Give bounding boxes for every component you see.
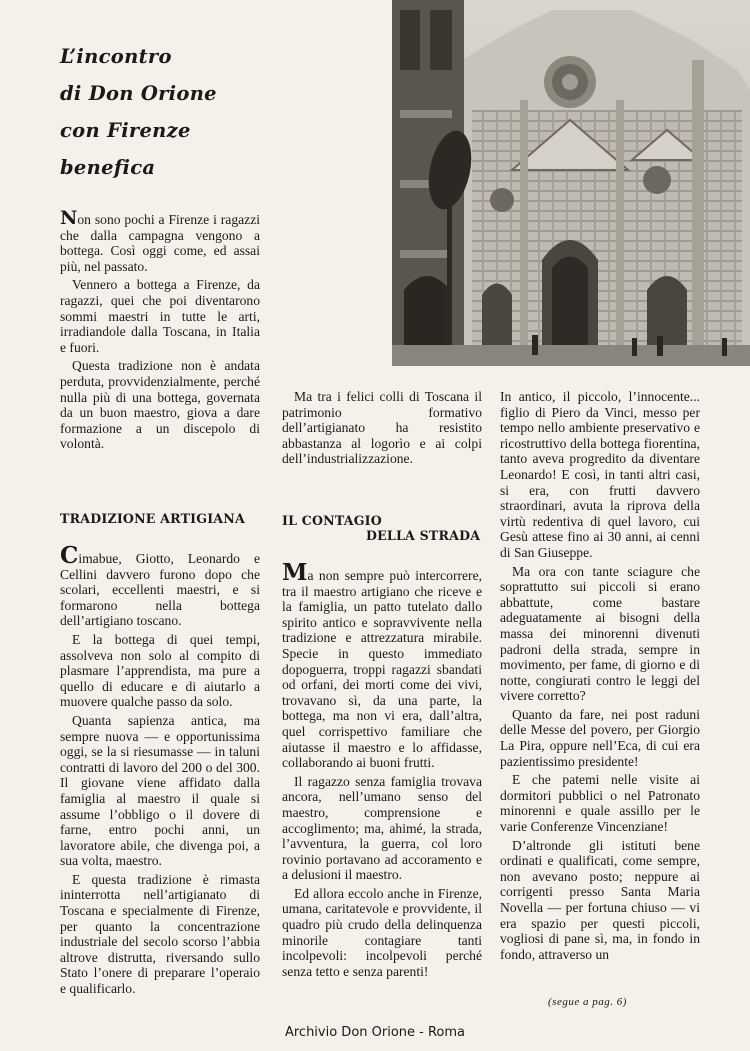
paragraph: Ma tra i felici colli di Toscana il patrimonio formativo dell’artigianato ha resistito abbastanza al logorìo e ai colpi dell’industrializzazione. xyxy=(282,389,482,467)
drop-cap: N xyxy=(60,207,78,229)
continued-note: (segue a pag. 6) xyxy=(548,996,627,1008)
paragraph: Vennero a bottega a Firenze, da ragazzi, quei che poi diventarono sommi maestri in tutte le arti, irradiandole dalla Toscana, in Italia e fuori. xyxy=(60,277,260,355)
florence-cathedral-photo xyxy=(392,0,750,366)
title-line: L’incontro xyxy=(60,45,172,68)
paragraph: Quanto da fare, nei post raduni delle Messe del povero, per Giorgio La Pira, oppure nell’Eca, di cui era pazientissimo presidente! xyxy=(500,706,700,769)
intro-paragraph: Non sono pochi a Firenze i ragazzi che dalla campagna vengono a bottega. Così oggi come, ed assai più, nel passato. xyxy=(60,207,260,274)
title-line: con Firenze xyxy=(60,119,191,142)
paragraph: Ed allora eccolo anche in Firenze, umana, caritatevole e provvidente, il quadro più crudo della delinquenza minorile contagiare tanti incolpevoli: incolpevoli perché senza tetto e senza parenti! xyxy=(282,885,482,979)
drop-cap: M xyxy=(282,559,308,586)
paragraph: In antico, il piccolo, l’innocente... figlio di Piero da Vinci, messo per tempo nello ambiente preservativo e ricostruttivo della bottega fiorentina, tanto aveva progredito da diventare Leonardo! E così, in tanti altri casi, si era, con frutti davvero straordinari, avuta la riprova della virtù redentiva di quel lavoro, cui Gesù attese fino ai 30 anni, ai cenni di San Giuseppe. xyxy=(500,389,700,560)
section-heading: DELLA STRADA xyxy=(366,528,481,543)
paragraph: Cimabue, Giotto, Leonardo e Cellini davvero furono dopo che scolari, eccellenti maestri, e si formarono nella bottega dell’artigiano toscano. xyxy=(60,542,260,629)
title-line: benefica xyxy=(60,156,156,179)
paragraph: E questa tradizione è rimasta ininterrotta nell’artigianato di Toscana e specialmente di Firenze, per quanto la concentrazione industriale del secolo scorso l’abbia altrove distrutta, riversando sullo Stato l’onere di preparare l’operaio e qualificarlo. xyxy=(60,871,260,997)
paragraph: E che patemi nelle visite ai dormitori pubblici o nel Patronato minorenni e quale assillo per le varie Conferenze Vincenziane! xyxy=(500,772,700,835)
paragraph: Ma ora con tante sciagure che soprattutto sui piccoli si erano abbattute, come bastare adeguatamente ai bisogni della massa dei minorenni divenuti padroni della strada, sempre in movimento, per fame, di giorno e di notte, congiurati contro le leggi del vivere corretto? xyxy=(500,563,700,704)
column-2-intro xyxy=(282,389,482,470)
article-title xyxy=(60,38,290,186)
section-heading: IL CONTAGIO xyxy=(282,513,382,528)
drop-cap: C xyxy=(60,542,79,569)
column-2-section xyxy=(282,559,482,982)
paragraph: Il ragazzo senza famiglia trovava ancora, nell’umano senso del maestro, comprensione e accoglimento; ma, ahimé, la strada, l’avventura, la guerra, col loro rovinio portavano ad accoramento e a delusioni il maestro. xyxy=(282,773,482,883)
paragraph: Ma non sempre può intercorrere, tra il maestro artigiano che riceve e la famiglia, un patto tutelato dallo spirito antico e sopravvivente nella tradizione e attrezzatura mirabile. Specie in questo immediato dopoguerra, troppi ragazzi sbandati od orfani, dei morti come dei vivi, trovavano sì, da una parte, la bottega, ma non vi era, dall’altra, quel corrispettivo familiare che aiutasse il maestro e lo affidasse, collaborando ai buoni frutti. xyxy=(282,559,482,771)
section-heading: TRADIZIONE ARTIGIANA xyxy=(60,511,245,526)
paragraph: D’altronde gli istituti bene ordinati e qualificati, come sempre, non avevano posto; neppure ai corrigenti presso Santa Maria Novella — per fortuna chiuso — vi era spazio per questi piccoli, vogliosi di pane sì, ma, in fondo in fondo, attraverso un xyxy=(500,837,700,962)
paragraph: E la bottega di quei tempi, assolveva non solo al compito di plasmare l’apprendista, ma pure a quello di educare e di aiutarlo a muovere qualche passo da solo. xyxy=(60,631,260,710)
column-1-section xyxy=(60,542,260,1000)
column-1-intro xyxy=(60,207,260,455)
paragraph: Quanta sapienza antica, ma sempre nuova — e opportunissima oggi, se la si riesumasse — in taluni contratti di lavoro del 200 o del 300. Il giovane viene affidato dalla famiglia al maestro il quale si assume l’obbligo o il dovere di farne, entro pochi anni, un lavoratore abile, che divenga poi, a sua volta, maestro. xyxy=(60,712,260,869)
column-3 xyxy=(500,389,700,965)
paragraph: Questa tradizione non è andata perduta, provvidenzialmente, perché nulla più di una bottega, governata da un buon maestro, giova a dare formazione a un discepolo di volontà. xyxy=(60,358,260,452)
archive-footer: Archivio Don Orione - Roma xyxy=(284,1025,466,1040)
title-line: di Don Orione xyxy=(60,82,217,105)
